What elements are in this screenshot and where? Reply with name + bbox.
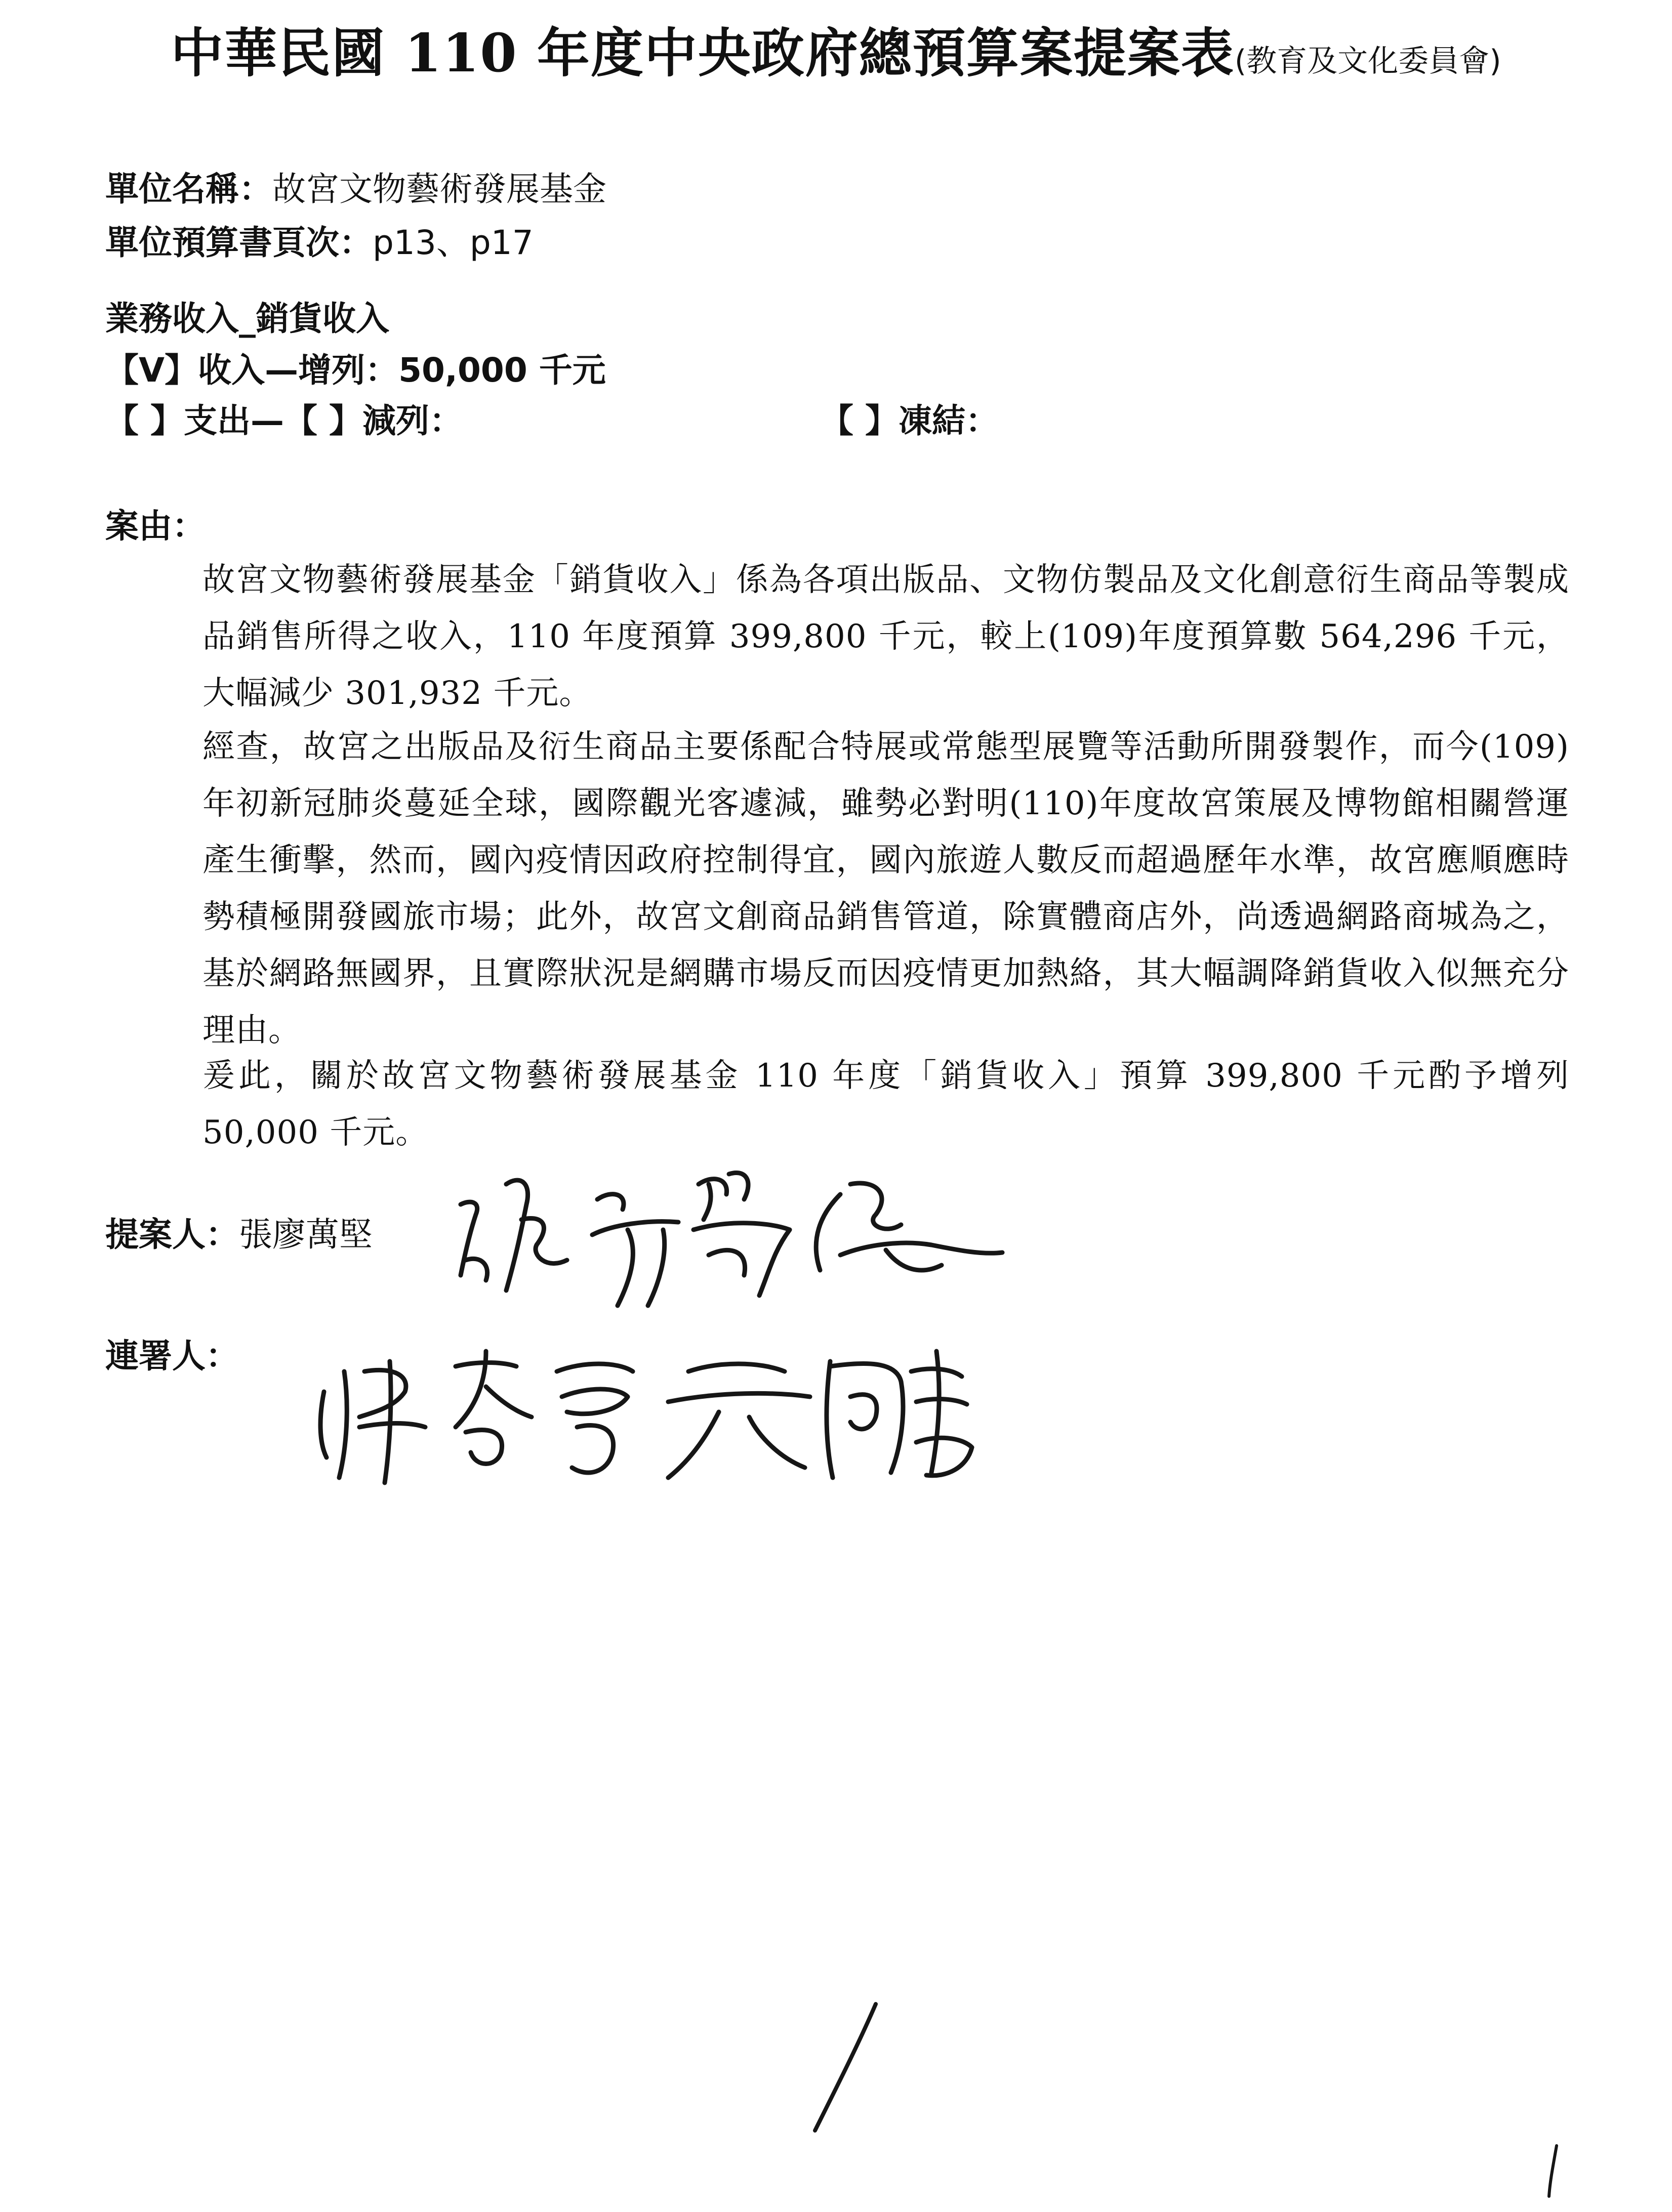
case-paragraph-1: 故宮文物藝術發展基金「銷貨收入」係為各項出版品、文物仿製品及文化創意衍生商品等製成品銷售所得之收入，110 年度預算 399,800 千元，較上(109)年度預算數 564,296 千元，大幅減少 301,932 千元。: [202, 561, 1569, 712]
unit-name-label: 單位名稱：: [105, 170, 272, 208]
budget-pages-label: 單位預算書頁次：: [105, 223, 373, 262]
income-increase-line: 【V】收入—增列：50,000 千元: [105, 351, 606, 390]
unit-name-row: [105, 164, 606, 215]
freeze-line: 【 】凍結：: [820, 401, 999, 440]
committee-name: (教育及文化委員會): [1234, 44, 1501, 79]
page-pen-mark: [800, 1994, 891, 2141]
proposer-row: [105, 1209, 373, 1260]
expense-reduce-line: 【 】支出—【 】減列：: [105, 401, 463, 440]
budget-pages-value: p13、p17: [373, 223, 534, 262]
case-label: 案由：: [105, 507, 206, 546]
document-title: 中華民國 110 年度中央政府總預算案提案表: [171, 22, 1235, 84]
cosigners-handwritten-signatures: [304, 1331, 987, 1498]
cosigners-label: 連署人：: [105, 1337, 239, 1375]
unit-name-value: 故宮文物藝術發展基金: [272, 170, 606, 208]
budget-pages-row: [105, 218, 534, 268]
proposer-name: 張廖萬堅: [239, 1215, 373, 1254]
case-paragraph-3: 爰此，關於故宮文物藝術發展基金 110 年度「銷貨收入」預算 399,800 千元酌予增列 50,000 千元。: [202, 1057, 1569, 1151]
proposer-handwritten-signature: [445, 1154, 1012, 1321]
proposer-label: 提案人：: [105, 1215, 239, 1254]
case-paragraph-2: 經查，故宮之出版品及衍生商品主要係配合特展或常態型展覽等活動所開發製作，而今(109)年初新冠肺炎蔓延全球，國際觀光客遽減，雖勢必對明(110)年度故宮策展及博物館相關營運產生衝擊，然而，國內疫情因政府控制得宜，國內旅遊人數反而超過歷年水準，故宮應順應時勢積極開發國旅市場；此外，故宮文創商品銷售管道，除實體商店外，尚透過網路商城為之，基於網路無國界，且實際狀況是網購市場反而因疫情更加熱絡，其大幅調降銷貨收入似無充分理由。: [202, 728, 1569, 1049]
document-title-line: [0, 15, 1672, 99]
item-category: 業務收入_銷貨收入: [105, 299, 389, 338]
corner-pen-mark: [1539, 2141, 1569, 2201]
